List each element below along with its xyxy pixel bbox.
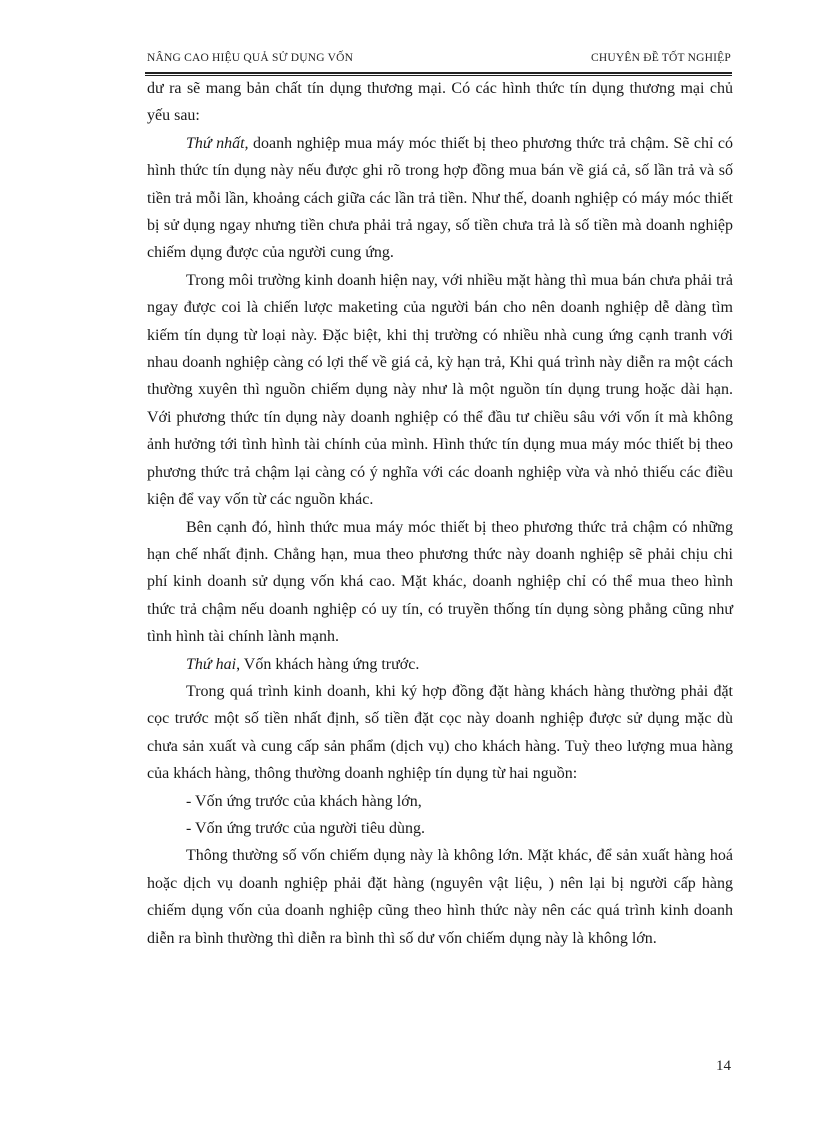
paragraph: Bên cạnh đó, hình thức mua máy móc thiết bị theo phương thức trả chậm có những hạn chế nhất định. Chẳng hạn, mua theo phương thức này doanh nghiệp sẽ phải chịu chi phí kinh doanh sử dụng vốn khá cao. Mặt khác, doanh nghiệp chỉ có thể mua theo hình thức trả chậm nếu doanh nghiệp có uy tín, có truyền thống tín dụng sòng phẳng cũng như tình hình tài chính lành mạnh. bbox=[147, 518, 733, 646]
body-text bbox=[147, 75, 733, 952]
paragraph: Thông thường số vốn chiếm dụng này là không lớn. Mặt khác, để sản xuất hàng hoá hoặc dịch vụ doanh nghiệp phải đặt hàng (nguyên vật liệu, ) nên lại bị người cấp hàng chiếm dụng vốn của doanh nghiệp cũng theo hình thức này nên các quá trình kinh doanh diễn ra bình thường thì diễn ra bình thì số dư vốn chiếm dụng này là không lớn. bbox=[147, 847, 733, 947]
paragraph-lead: Thứ hai bbox=[186, 655, 237, 673]
paragraph-lead: Thứ nhất, bbox=[186, 134, 249, 152]
paragraph: Thứ nhất, doanh nghiệp mua máy móc thiết bị theo phương thức trả chậm. Sẽ chỉ có hình thức tín dụng này nếu được ghi rõ trong hợp đồng mua bán về giá cả, số lần trả và số tiền trả mỗi lần, khoảng cách giữa các lần trả tiền. Như thế, doanh nghiệp có máy móc thiết bị sử dụng ngay nhưng tiền chưa phải trả ngay, số tiền chưa trả là số tiền mà doanh nghiệp chiếm dụng được của người cung ứng. bbox=[147, 134, 733, 262]
paragraph: Thứ hai, Vốn khách hàng ứng trước. bbox=[186, 655, 420, 673]
page-header bbox=[147, 50, 731, 74]
paragraph: Trong môi trường kinh doanh hiện nay, với nhiều mặt hàng thì mua bán chưa phải trả ngay được coi là chiến lược maketing của người bán cho nên doanh nghiệp dễ dàng tìm kiếm tín dụng từ loại này. Đặc biệt, khi thị trường có nhiều nhà cung ứng cạnh tranh với nhau doanh nghiệp càng có lợi thế về giá cả, kỳ hạn trả, Khi quá trình này diễn ra một cách thường xuyên thì nguồn chiếm dụng này như là một nguồn tín dụng trung hoặc dài hạn. Với phương thức tín dụng này doanh nghiệp có thể đầu tư chiều sâu với vốn ít mà không ảnh hưởng tới tình hình tài chính của mình. Hình thức tín dụng mua máy móc thiết bị theo phương thức trả chậm lại càng có ý nghĩa với các doanh nghiệp vừa và nhỏ thiếu các điều kiện để vay vốn từ các nguồn khác. bbox=[147, 271, 733, 509]
list-item: - Vốn ứng trước của khách hàng lớn, bbox=[186, 792, 422, 810]
paragraph: dư ra sẽ mang bản chất tín dụng thương mại. Có các hình thức tín dụng thương mại chủ yếu sau: bbox=[147, 80, 733, 125]
page-number: 14 bbox=[716, 1058, 731, 1074]
paragraph: Trong quá trình kinh doanh, khi ký hợp đồng đặt hàng khách hàng thường phải đặt cọc trước một số tiền nhất định, số tiền đặt cọc này doanh nghiệp được sử dụng mặc dù chưa sản xuất và cung cấp sản phẩm (dịch vụ) cho khách hàng. Tuỳ theo lượng mua hàng của khách hàng, thông thường doanh nghiệp tín dụng từ hai nguồn: bbox=[147, 682, 733, 783]
header-rule-thick bbox=[145, 72, 732, 74]
list-item: - Vốn ứng trước của người tiêu dùng. bbox=[186, 819, 426, 837]
header-left-title: NÂNG CAO HIỆU QUẢ SỬ DỤNG VỐN bbox=[147, 52, 354, 64]
header-right-title: CHUYÊN ĐỀ TỐT NGHIỆP bbox=[591, 52, 731, 64]
